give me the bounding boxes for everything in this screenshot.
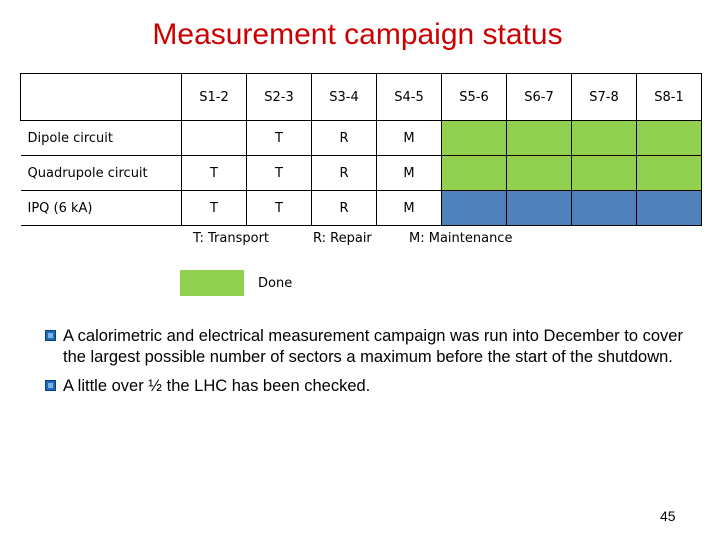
legend-transport — [193, 231, 269, 246]
square-bullet-icon — [45, 330, 56, 341]
status-cell: T — [247, 191, 312, 226]
corner-cell — [21, 74, 182, 121]
legend-maintenance-text: : Maintenance — [420, 231, 513, 246]
status-cell: R — [312, 156, 377, 191]
status-cell: T — [182, 191, 247, 226]
table-header-row — [21, 74, 702, 121]
sector-header: S1-2 — [182, 74, 247, 121]
sector-header: S3-4 — [312, 74, 377, 121]
legend-repair — [313, 231, 372, 246]
status-cell — [572, 121, 637, 156]
done-label: Done — [258, 276, 293, 291]
bullet-list — [43, 326, 693, 405]
bullet-text: A calorimetric and electrical measurement campaign was run into December to cover the largest possible number of sectors a maximum before the start of the shutdown. — [63, 327, 683, 366]
table-row — [21, 121, 702, 156]
bullet-item — [43, 326, 693, 368]
sector-header: S6-7 — [507, 74, 572, 121]
status-cell — [637, 121, 702, 156]
status-cell: R — [312, 121, 377, 156]
status-cell — [442, 156, 507, 191]
status-cell — [507, 121, 572, 156]
sector-header: S8-1 — [637, 74, 702, 121]
legend-repair-text: : Repair — [321, 231, 372, 246]
bullet-item — [43, 376, 693, 397]
status-cell: M — [377, 191, 442, 226]
page-title: Measurement campaign status — [152, 18, 563, 51]
status-table — [20, 73, 702, 226]
square-bullet-icon — [45, 380, 56, 391]
status-cell: T — [247, 121, 312, 156]
status-cell — [507, 156, 572, 191]
sector-header: S4-5 — [377, 74, 442, 121]
status-cell — [572, 156, 637, 191]
status-cell: M — [377, 156, 442, 191]
status-cell: M — [377, 121, 442, 156]
status-cell — [637, 191, 702, 226]
status-cell — [442, 121, 507, 156]
legend-maintenance — [409, 231, 512, 246]
sector-header: S7-8 — [572, 74, 637, 121]
row-label: IPQ (6 kA) — [21, 191, 182, 226]
status-cell: T — [247, 156, 312, 191]
status-cell — [507, 191, 572, 226]
status-cell: T — [182, 156, 247, 191]
done-color-swatch — [180, 270, 244, 296]
status-cell — [442, 191, 507, 226]
table-row — [21, 156, 702, 191]
legend-maintenance-key: M — [409, 231, 421, 246]
row-label: Dipole circuit — [21, 121, 182, 156]
page-number: 45 — [660, 508, 676, 524]
status-cell: R — [312, 191, 377, 226]
sector-header: S2-3 — [247, 74, 312, 121]
row-label: Quadrupole circuit — [21, 156, 182, 191]
status-cell — [637, 156, 702, 191]
legend-transport-key: T — [193, 231, 200, 246]
sector-header: S5-6 — [442, 74, 507, 121]
legend-repair-key: R — [313, 231, 322, 246]
status-cell — [182, 121, 247, 156]
table-row — [21, 191, 702, 226]
status-cell — [572, 191, 637, 226]
bullet-text: A little over ½ the LHC has been checked. — [63, 377, 371, 395]
legend-transport-text: : Transport — [199, 231, 270, 246]
